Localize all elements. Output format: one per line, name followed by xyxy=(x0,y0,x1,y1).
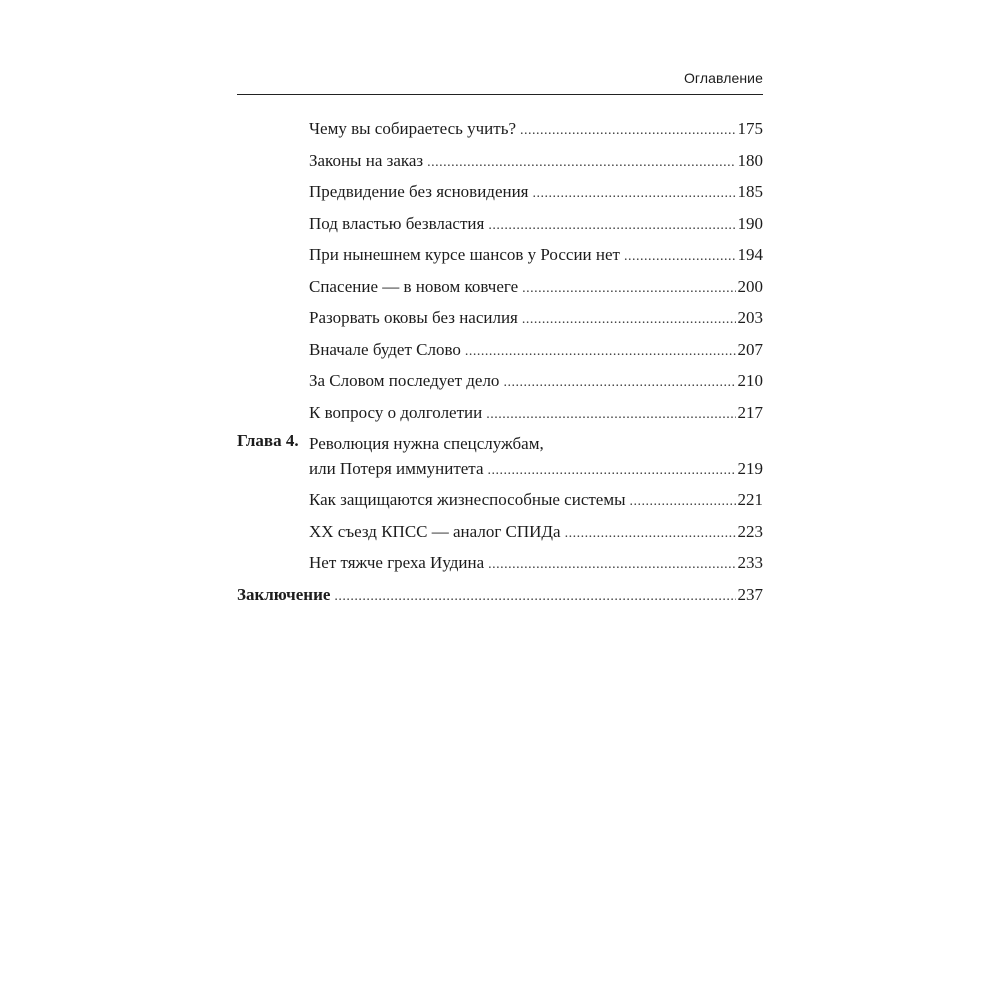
conclusion-title: Заключение xyxy=(237,584,331,604)
running-header xyxy=(237,68,763,95)
toc-entry-page: 223 xyxy=(737,521,763,541)
dot-leader xyxy=(533,181,736,206)
toc-entry-page: 210 xyxy=(737,371,763,390)
toc-entry-title: Вначале будет Слово xyxy=(309,339,461,359)
toc-entry-title: К вопросу о долголетии xyxy=(309,402,483,422)
dot-leader xyxy=(465,339,736,364)
chapter-title-line-2: или Потеря иммунитета xyxy=(309,459,484,478)
dot-leader xyxy=(334,584,735,609)
toc-entry-page: 185 xyxy=(737,182,763,201)
chapter-label: Глава 4. xyxy=(237,431,299,450)
toc-entry xyxy=(237,116,763,148)
toc-entry xyxy=(237,148,763,180)
dot-leader xyxy=(520,118,735,143)
toc-entry xyxy=(237,487,763,519)
running-header-title: Оглавление xyxy=(683,70,763,86)
toc-entry-title: Разорвать оковы без насилия xyxy=(309,308,518,327)
toc-entry-title: Законы на заказ xyxy=(309,150,424,170)
toc-entry-page: 219 xyxy=(737,459,763,478)
dot-leader xyxy=(565,521,736,546)
table-of-contents xyxy=(237,116,763,613)
toc-entry-page: 233 xyxy=(737,553,763,572)
toc-entry xyxy=(237,242,763,274)
toc-entry xyxy=(237,179,763,211)
dot-leader xyxy=(522,307,736,332)
toc-entry-title: XX съезд КПСС — аналог СПИДа xyxy=(309,521,561,541)
toc-entry-title: При нынешнем курсе шансов у России нет xyxy=(309,245,620,264)
dot-leader xyxy=(486,402,735,427)
toc-entry-title: Чему вы собираетесь учить? xyxy=(309,119,517,138)
toc-entry xyxy=(237,305,763,337)
toc-entry xyxy=(237,274,763,306)
toc-entry-title: Нет тяжче греха Иудина xyxy=(309,553,485,572)
toc-entry xyxy=(237,368,763,400)
dot-leader xyxy=(427,150,735,175)
toc-entry-title: За Словом последует дело xyxy=(309,371,500,390)
toc-entry-page: 194 xyxy=(737,245,763,264)
dot-leader xyxy=(522,276,735,301)
toc-entry xyxy=(237,519,763,551)
toc-entry-page: 217 xyxy=(737,402,763,422)
dot-leader xyxy=(624,244,736,269)
toc-entry-page: 190 xyxy=(737,213,763,233)
toc-entry-page: 180 xyxy=(737,150,763,170)
dot-leader xyxy=(488,458,736,483)
toc-entry-page: 221 xyxy=(737,490,763,509)
toc-entry xyxy=(237,400,763,432)
toc-entry-page: 203 xyxy=(737,308,763,327)
toc-entry xyxy=(237,550,763,582)
dot-leader xyxy=(503,370,735,395)
toc-entry-page: 237 xyxy=(737,584,763,604)
toc-entry-page: 200 xyxy=(737,276,763,296)
toc-entry-page: 175 xyxy=(737,119,763,138)
toc-entry-page: 207 xyxy=(737,339,763,359)
toc-entry-title: Спасение — в новом ковчеге xyxy=(309,276,519,296)
toc-entry-title: Как защищаются жизнеспособные системы xyxy=(309,490,626,509)
toc-entry-title: Предвидение без ясновидения xyxy=(309,182,529,201)
toc-entry xyxy=(237,337,763,369)
dot-leader xyxy=(630,489,736,514)
chapter-title-line-1: Революция нужна спецслужбам, xyxy=(309,434,544,453)
dot-leader xyxy=(488,213,735,238)
dot-leader xyxy=(488,552,735,577)
toc-entry xyxy=(237,211,763,243)
toc-entry-title: Под властью безвластия xyxy=(309,213,485,233)
toc-chapter-entry xyxy=(237,431,763,487)
toc-conclusion-entry xyxy=(237,582,763,614)
